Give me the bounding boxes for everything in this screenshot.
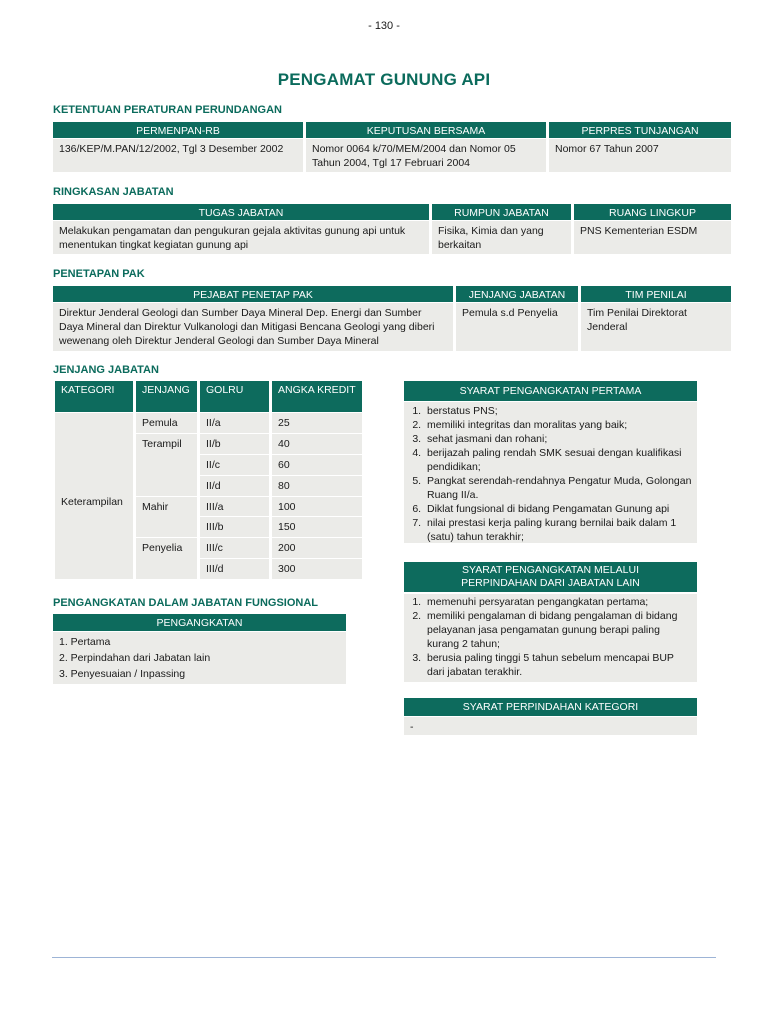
footer-divider — [52, 957, 716, 958]
ringkasan-heading: RINGKASAN JABATAN — [53, 186, 174, 198]
jenjang-kredit: 100 — [272, 497, 362, 516]
ketentuan-value-permenpan: 136/KEP/M.PAN/12/2002, Tgl 3 Desember 2002 — [53, 139, 303, 172]
syarat-pertama-header: SYARAT PENGANGKATAN PERTAMA — [404, 381, 697, 401]
pengangkatan-header: PENGANGKATAN — [53, 614, 346, 631]
jenjang-level: Penyelia — [136, 538, 197, 579]
penetapan-header-jenjang: JENJANG JABATAN — [456, 286, 578, 302]
list-item: 1. Pertama — [59, 636, 111, 648]
jenjang-golru: II/a — [200, 413, 269, 433]
jenjang-golru: II/d — [200, 476, 269, 496]
penetapan-header-pejabat: PEJABAT PENETAP PAK — [53, 286, 453, 302]
ringkasan-value-ruang: PNS Kementerian ESDM — [574, 221, 731, 254]
list-item: 1. memenuhi persyaratan pengangkatan pertama; — [424, 595, 693, 609]
ketentuan-header-permenpan: PERMENPAN-RB — [53, 122, 303, 138]
page-number: - 130 - — [368, 20, 400, 32]
penetapan-value-jenjang: Pemula s.d Penyelia — [456, 303, 578, 351]
pengangkatan-list — [53, 632, 346, 684]
ketentuan-heading: KETENTUAN PERATURAN PERUNDANGAN — [53, 104, 282, 116]
jenjang-kredit: 150 — [272, 517, 362, 537]
syarat-kategori-header: SYARAT PERPINDAHAN KATEGORI — [404, 698, 697, 716]
list-item: 6. Diklat fungsional di bidang Pengamatan Gunung api — [424, 502, 693, 516]
jenjang-golru: III/a — [200, 497, 269, 516]
syarat-perpindahan-header: SYARAT PENGANGKATAN MELALUI PERPINDAHAN DARI JABATAN LAIN — [404, 562, 697, 592]
list-item: 7. nilai prestasi kerja paling kurang bernilai baik dalam 1 (satu) tahun terakhir; — [424, 516, 693, 544]
jenjang-header-kredit: ANGKA KREDIT — [272, 381, 362, 412]
jenjang-level: Terampil — [136, 434, 197, 496]
jenjang-kategori: Keterampilan — [55, 413, 133, 579]
pengangkatan-heading: PENGANGKATAN DALAM JABATAN FUNGSIONAL — [53, 597, 319, 609]
syarat-pertama-list — [404, 402, 697, 543]
list-item: 2. Perpindahan dari Jabatan lain — [59, 652, 211, 664]
jenjang-header-kategori: KATEGORI — [55, 381, 133, 412]
penetapan-value-pejabat: Direktur Jenderal Geologi dan Sumber Daya Mineral Dep. Energi dan Sumber Daya Mineral dan Direktur Vulkanologi dan Mitigasi Bencana Geologi yang diberi wewenang oleh Direktur Jenderal Geologi dan Sumber Daya Mineral — [53, 303, 453, 351]
ringkasan-value-rumpun: Fisika, Kimia dan yang berkaitan — [432, 221, 571, 254]
page-title: PENGAMAT GUNUNG API — [277, 70, 491, 89]
list-item: 3. Penyesuaian / Inpassing — [59, 668, 186, 680]
jenjang-header-jenjang: JENJANG — [136, 381, 197, 412]
jenjang-kredit: 80 — [272, 476, 362, 496]
jenjang-golru: III/b — [200, 517, 269, 537]
syarat-perpindahan-list — [404, 594, 697, 682]
ringkasan-header-tugas: TUGAS JABATAN — [53, 204, 429, 220]
list-item: 4. berijazah paling rendah SMK sesuai dengan kualifikasi pendidikan; — [424, 446, 693, 474]
jenjang-golru: III/c — [200, 538, 269, 558]
penetapan-value-tim: Tim Penilai Direktorat Jenderal — [581, 303, 731, 351]
list-item: 2. memiliki pengalaman di bidang pengalaman di bidang pelayanan jasa pengamatan gunung berapi paling kurang 2 tahun; — [424, 609, 693, 651]
jenjang-kredit: 40 — [272, 434, 362, 454]
jenjang-header-golru: GOLRU — [200, 381, 269, 412]
jenjang-kredit: 25 — [272, 413, 362, 433]
list-item: 2. memiliki integritas dan moralitas yang baik; — [424, 418, 693, 432]
ringkasan-value-tugas: Melakukan pengamatan dan pengukuran gejala aktivitas gunung api untuk menentukan tingkat kegiatan gunung api — [53, 221, 429, 254]
syarat-kategori-value: - — [404, 717, 697, 735]
ketentuan-header-perpres: PERPRES TUNJANGAN — [549, 122, 731, 138]
list-item: 3. berusia paling tinggi 5 tahun sebelum mencapai BUP dari jabatan terakhir. — [424, 651, 693, 679]
jenjang-kredit: 200 — [272, 538, 362, 558]
list-item: 5. Pangkat serendah-rendahnya Pengatur Muda, Golongan Ruang II/a. — [424, 474, 693, 502]
list-item: 1. berstatus PNS; — [424, 404, 693, 418]
jenjang-golru: III/d — [200, 559, 269, 579]
ringkasan-header-ruang: RUANG LINGKUP — [574, 204, 731, 220]
ketentuan-value-keputusan: Nomor 0064 k/70/MEM/2004 dan Nomor 05 Tahun 2004, Tgl 17 Februari 2004 — [306, 139, 546, 172]
jenjang-kredit: 300 — [272, 559, 362, 579]
penetapan-heading: PENETAPAN PAK — [53, 268, 145, 280]
penetapan-header-tim: TIM PENILAI — [581, 286, 731, 302]
ringkasan-header-rumpun: RUMPUN JABATAN — [432, 204, 571, 220]
jenjang-kredit: 60 — [272, 455, 362, 475]
ketentuan-header-keputusan: KEPUTUSAN BERSAMA — [306, 122, 546, 138]
jenjang-level: Pemula — [136, 413, 197, 433]
list-item: 3. sehat jasmani dan rohani; — [424, 432, 693, 446]
jenjang-golru: II/c — [200, 455, 269, 475]
jenjang-level: Mahir — [136, 497, 197, 537]
ketentuan-value-perpres: Nomor 67 Tahun 2007 — [549, 139, 731, 172]
jenjang-heading: JENJANG JABATAN — [53, 364, 159, 376]
jenjang-golru: II/b — [200, 434, 269, 454]
